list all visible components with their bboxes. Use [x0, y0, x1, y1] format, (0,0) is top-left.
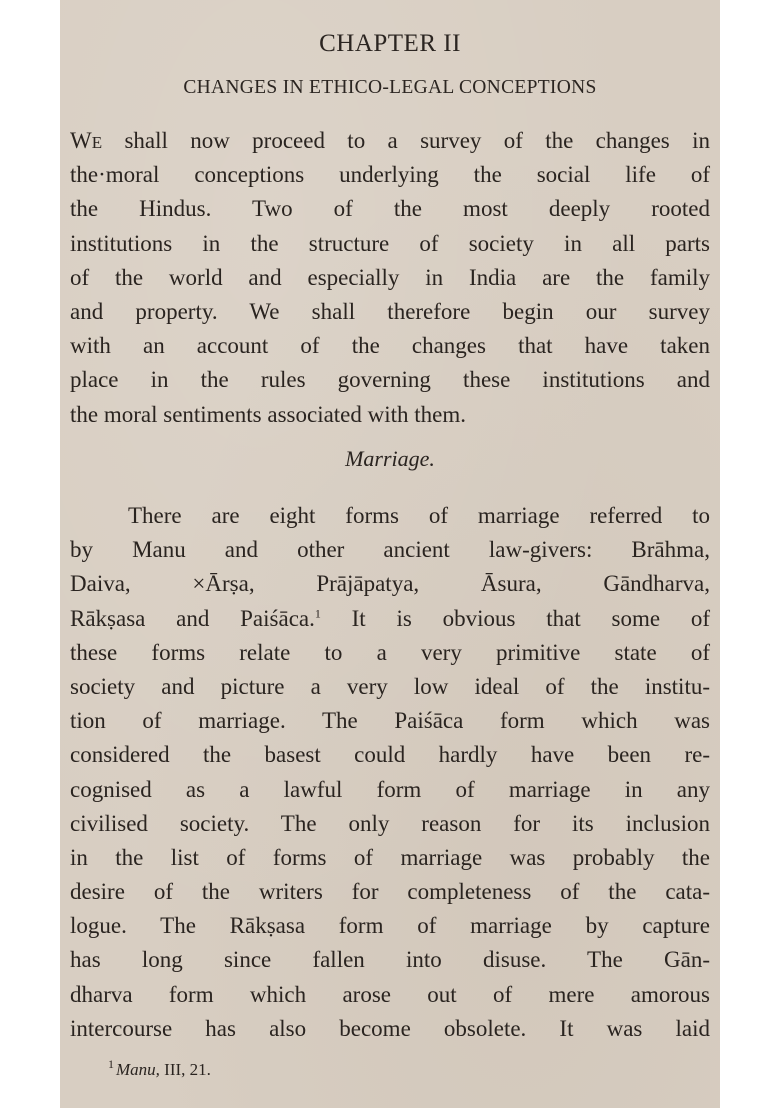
- footnote: [108, 1057, 211, 1080]
- text-line: cognised as a lawful form of marriage in any: [70, 776, 710, 802]
- text-line: society and picture a very low ideal of the institu-: [70, 673, 710, 699]
- text-line: Rākṣasa and Paiśāca.$^1$ It is obvious that some of: [70, 605, 710, 631]
- text-line: with an account of the changes that have taken: [70, 333, 710, 359]
- text-line: and property. We shall therefore begin our survey: [70, 298, 710, 324]
- footnote-source: Manu,: [116, 1060, 160, 1079]
- text-line: desire of the writers for completeness of the cata-: [70, 879, 710, 905]
- text-line: the Hindus. Two of the most deeply rooted: [70, 196, 710, 222]
- text-line: by Manu and other ancient law-givers: Brāhma,: [70, 537, 710, 563]
- text-line: WE shall now proceed to a survey of the changes in: [70, 128, 710, 153]
- text-line: Daiva, ×Ārṣa, Prājāpatya, Āsura, Gāndharva,: [70, 571, 710, 597]
- book-page: [60, 0, 720, 1108]
- text-line: considered the basest could hardly have been re-: [70, 742, 710, 768]
- section-heading: Marriage.: [345, 446, 435, 471]
- text-line: civilised society. The only reason for its inclusion: [70, 810, 710, 836]
- dropcap-smallcaps: E: [91, 133, 103, 152]
- text-line: these forms relate to a very primitive state of: [70, 639, 710, 665]
- chapter-subtitle: CHANGES IN ETHICO-LEGAL CONCEPTIONS: [183, 77, 597, 98]
- text-line: There are eight forms of marriage referred to: [128, 503, 710, 528]
- text-line: dharva form which arose out of mere amorous: [70, 981, 710, 1007]
- footnote-number: 1: [108, 1057, 114, 1072]
- text-line: logue. The Rākṣasa form of marriage by capture: [70, 913, 710, 939]
- text-line: the moral sentiments associated with them.: [70, 401, 467, 427]
- text-line: in the list of forms of marriage was probably the: [70, 844, 710, 870]
- footnote-reference-text: III, 21.: [159, 1060, 211, 1079]
- text-line: the·moral conceptions underlying the social life of: [70, 162, 710, 188]
- text-line: place in the rules governing these institutions and: [70, 367, 710, 393]
- chapter-title: CHAPTER II: [319, 30, 461, 57]
- text-line: of the world and especially in India are the family: [70, 264, 710, 290]
- marriage-paragraph: [70, 499, 710, 1046]
- text-line: institutions in the structure of society in all parts: [70, 230, 710, 256]
- footnote-reference[interactable]: 1: [314, 605, 321, 620]
- intro-paragraph: [70, 124, 710, 432]
- text-line: tion of marriage. The Paiśāca form which was: [70, 708, 710, 734]
- dropcap-letter: W: [70, 128, 92, 153]
- text-line: intercourse has also become obsolete. It was laid: [70, 1015, 710, 1041]
- text-line: has long since fallen into disuse. The Gān-: [70, 947, 710, 973]
